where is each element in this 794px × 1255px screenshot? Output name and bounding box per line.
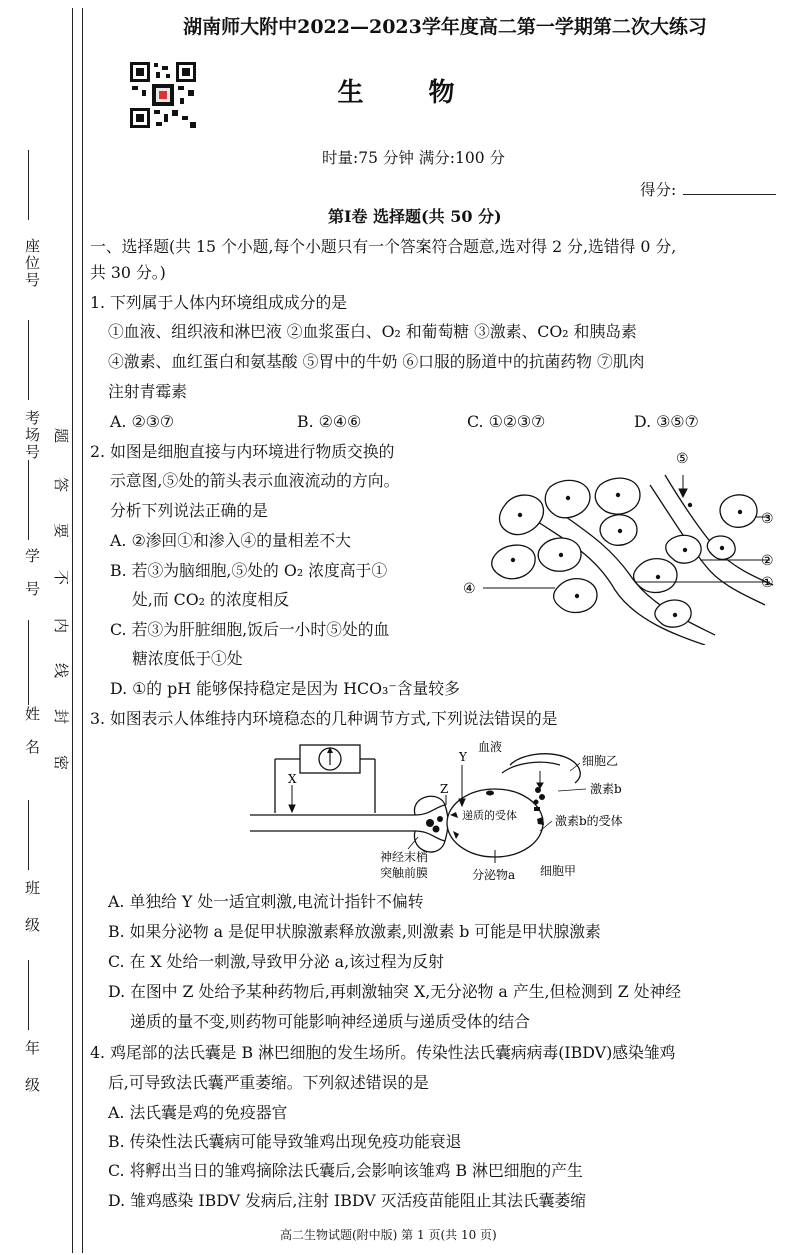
q1-option-c[interactable]: C. ①②③⑦: [467, 412, 546, 431]
q2-label-5: ⑤: [676, 451, 689, 467]
q2-tissue-diagram: [455, 445, 785, 645]
student-no-blank[interactable]: [28, 460, 29, 540]
q3-label-cell-b: 细胞乙: [582, 754, 619, 768]
section-title: 第Ⅰ卷 选择题(共 50 分): [328, 207, 502, 226]
q1-option-b[interactable]: B. ②④⑥: [297, 412, 362, 431]
seal-char: 要: [52, 522, 71, 539]
q2-option-b-cont: 处,而 CO₂ 的浓度相反: [132, 590, 290, 609]
exam-room-label: 考场号: [23, 410, 41, 461]
q3-label-nerve-ending: 神经末梢: [380, 850, 429, 864]
qr-code-icon: [128, 60, 198, 130]
q3-option-b[interactable]: B. 如果分泌物 a 是促甲状腺激素释放激素,则激素 b 可能是甲状腺激素: [108, 922, 601, 941]
q3-label-secretion-a: 分泌物a: [472, 868, 516, 882]
q2-option-d[interactable]: D. ①的 pH 能够保持稳定是因为 HCO₃⁻含量较多: [110, 679, 460, 698]
q3-label-blood: 血液: [478, 740, 503, 754]
seal-char: 不: [52, 569, 71, 586]
q3-label-transmitter-receptor: 递质的受体: [462, 809, 517, 822]
seal-char: 线: [52, 662, 71, 679]
q3-stem: 3. 如图表示人体维持内环境稳态的几种调节方式,下列说法错误的是: [90, 709, 558, 728]
q3-option-d[interactable]: D. 在图中 Z 处给予某种药物后,再刺激轴突 X,无分泌物 a 产生,但检测到 Z 处神经: [108, 982, 682, 1001]
q3-label-hormone-b: 激素b: [590, 782, 622, 796]
q2-option-c-cont: 糖浓度低于①处: [132, 649, 243, 668]
binding-line-outer: [72, 8, 73, 1253]
seal-char: 答: [52, 476, 71, 493]
q2-label-1: ①: [761, 575, 774, 591]
page-footer: 高二生物试题(附中版) 第 1 页(共 10 页): [280, 1228, 497, 1242]
grade-blank[interactable]: [28, 960, 29, 1030]
q4-stem: 4. 鸡尾部的法氏囊是 B 淋巴细胞的发生场所。传染性法氏囊病病毒(IBDV)感染雏鸡: [90, 1043, 676, 1062]
q1-stem: 1. 下列属于人体内环境组成成分的是: [90, 293, 348, 312]
q2-stem: 2. 如图是细胞直接与内环境进行物质交换的: [90, 442, 395, 461]
seal-char: 题: [52, 427, 71, 444]
binding-line-inner: [82, 8, 83, 1253]
seat-label: 座位号: [23, 238, 41, 289]
q3-label-hormone-b-receptor: 激素b的受体: [555, 814, 623, 828]
q2-option-c[interactable]: C. 若③为肝脏细胞,饭后一小时⑤处的血: [110, 620, 390, 639]
q4-option-c[interactable]: C. 将孵出当日的雏鸡摘除法氏囊后,会影响该雏鸡 B 淋巴细胞的产生: [108, 1161, 583, 1180]
seal-char: 密: [52, 754, 71, 771]
q1-item-line: 注射青霉素: [108, 382, 187, 401]
exam-room-blank[interactable]: [28, 320, 29, 400]
axon: [250, 805, 445, 841]
student-no-label: 学号: [23, 548, 41, 614]
q2-stem: 示意图,⑤处的箭头表示血液流动的方向。: [110, 471, 400, 490]
name-blank[interactable]: [28, 620, 29, 705]
q3-label-cell-a: 细胞甲: [540, 864, 577, 878]
q1-option-d[interactable]: D. ③⑤⑦: [634, 412, 699, 431]
q3-label-z: Z: [440, 782, 449, 796]
tissue-cells: [492, 478, 757, 627]
score-blank[interactable]: [683, 194, 776, 195]
q2-label-4: ④: [463, 581, 476, 597]
seal-char: 封: [52, 708, 71, 725]
q4-stem: 后,可导致法氏囊严重萎缩。下列叙述错误的是: [108, 1073, 429, 1092]
q2-stem: 分析下列说法正确的是: [110, 501, 268, 520]
binding-margin: [0, 0, 95, 1255]
part-heading-2: 共 30 分。): [90, 263, 166, 282]
q3-option-c[interactable]: C. 在 X 处给一刺激,导致甲分泌 a,该过程为反射: [108, 952, 444, 971]
q3-label-presynaptic: 突触前膜: [380, 866, 429, 880]
q1-item-line: ④激素、血红蛋白和氨基酸 ⑤胃中的牛奶 ⑥口服的肠道中的抗菌药物 ⑦肌肉: [108, 352, 645, 371]
class-blank[interactable]: [28, 800, 29, 870]
q2-option-a[interactable]: A. ②渗回①和渗入④的量相差不大: [110, 531, 351, 550]
q2-label-3: ③: [761, 511, 774, 527]
seat-blank[interactable]: [28, 150, 29, 220]
q3-option-a[interactable]: A. 单独给 Y 处一适宜刺激,电流计指针不偏转: [108, 892, 424, 911]
q2-label-2: ②: [761, 553, 774, 569]
q1-item-line: ①血液、组织液和淋巴液 ②血浆蛋白、O₂ 和葡萄糖 ③激素、CO₂ 和胰岛素: [108, 322, 637, 341]
q3-label-y: Y: [459, 750, 467, 764]
class-label: 班级: [23, 880, 41, 954]
q3-regulation-diagram: [240, 735, 660, 885]
score-label: 得分:: [640, 181, 677, 199]
subject-title: 生 物: [337, 78, 483, 108]
q3-option-d-cont: 递质的量不变,则药物可能影响神经递质与递质受体的结合: [130, 1012, 530, 1031]
time-info: 时量:75 分钟 满分:100 分: [322, 149, 506, 167]
exam-title: 湖南师大附中2022—2023学年度高二第一学期第二次大练习: [183, 16, 707, 38]
q1-option-a[interactable]: A. ②③⑦: [110, 412, 174, 431]
cell-b: [502, 754, 580, 783]
name-label: 姓名: [23, 706, 41, 772]
seal-char: 内: [52, 617, 71, 634]
q4-option-a[interactable]: A. 法氏囊是鸡的免疫器官: [108, 1103, 288, 1122]
part-heading-1: 一、选择题(共 15 个小题,每个小题只有一个答案符合题意,选对得 2 分,选错得 0 分,: [90, 237, 677, 256]
grade-label: 年级: [23, 1040, 41, 1114]
q4-option-b[interactable]: B. 传染性法氏囊病可能导致雏鸡出现免疫功能衰退: [108, 1132, 462, 1151]
q3-label-x: X: [288, 772, 297, 786]
q4-option-d[interactable]: D. 雏鸡感染 IBDV 发病后,注射 IBDV 灭活疫苗能阻止其法氏囊萎缩: [108, 1191, 587, 1210]
q2-option-b[interactable]: B. 若③为脑细胞,⑤处的 O₂ 浓度高于①: [110, 561, 388, 580]
